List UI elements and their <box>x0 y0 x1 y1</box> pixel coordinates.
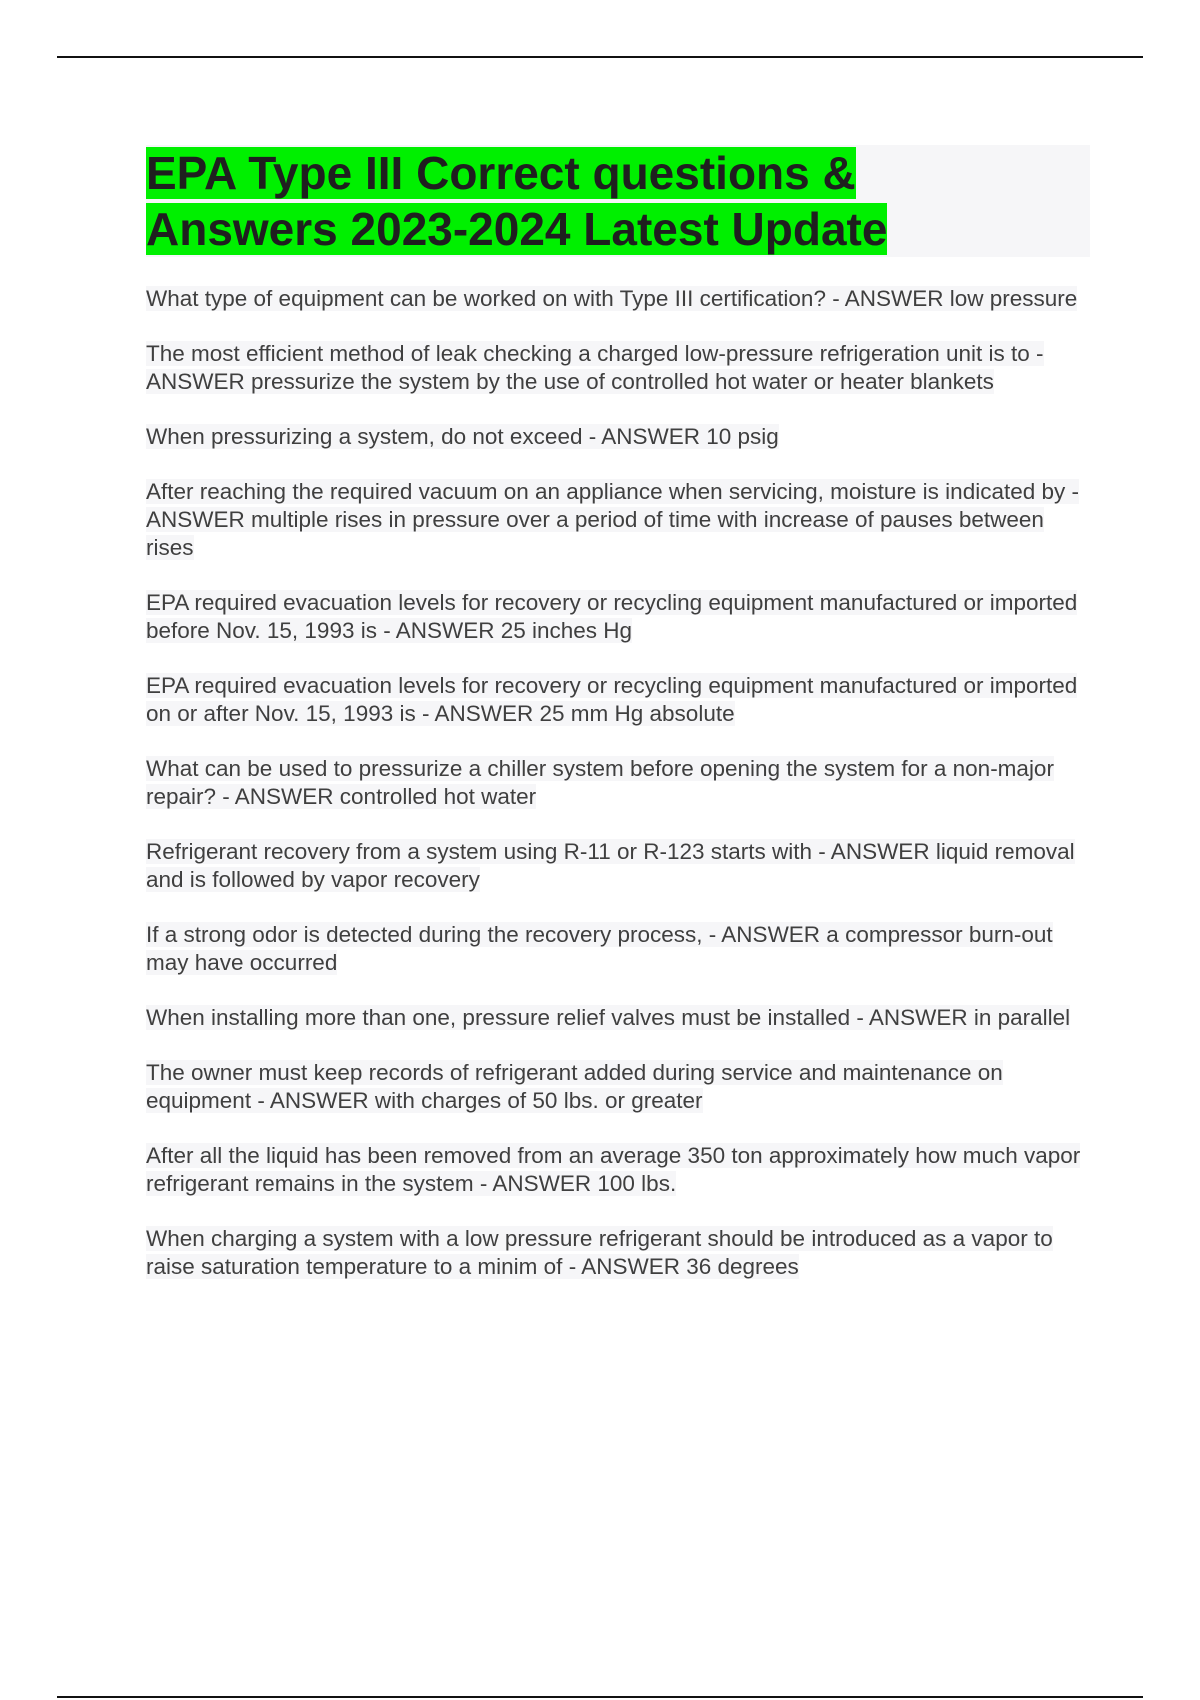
qa-text: Refrigerant recovery from a system using R-11 or R-123 starts with - ANSWER liquid removal and is followed by vapor recovery <box>146 839 1075 892</box>
qa-text: If a strong odor is detected during the recovery process, - ANSWER a compressor burn-out may have occurred <box>146 922 1053 975</box>
document-body <box>146 145 1090 1308</box>
qa-text: The most efficient method of leak checking a charged low-pressure refrigeration unit is to - ANSWER pressurize the system by the use of controlled hot water or heater blankets <box>146 341 1044 394</box>
qa-text: EPA required evacuation levels for recovery or recycling equipment manufactured or imported on or after Nov. 15, 1993 is - ANSWER 25 mm Hg absolute <box>146 673 1078 726</box>
qa-item-6 <box>146 672 1090 728</box>
qa-text: After reaching the required vacuum on an appliance when servicing, moisture is indicated by - ANSWER multiple rises in pressure over a period of time with increase of pauses between rises <box>146 479 1080 560</box>
page-title <box>146 145 1090 257</box>
qa-item-4 <box>146 478 1090 562</box>
qa-item-1 <box>146 285 1090 313</box>
qa-item-7 <box>146 755 1090 811</box>
qa-text: When charging a system with a low pressure refrigerant should be introduced as a vapor to raise saturation temperature to a minim of - ANSWER 36 degrees <box>146 1226 1053 1279</box>
qa-text: The owner must keep records of refrigerant added during service and maintenance on equipment - ANSWER with charges of 50 lbs. or greater <box>146 1060 1003 1113</box>
qa-text: When installing more than one, pressure relief valves must be installed - ANSWER in parallel <box>146 1005 1071 1030</box>
qa-text: What can be used to pressurize a chiller system before opening the system for a non-major repair? - ANSWER controlled hot water <box>146 756 1054 809</box>
qa-item-11 <box>146 1059 1090 1115</box>
qa-text: After all the liquid has been removed from an average 350 ton approximately how much vapor refrigerant remains in the system - ANSWER 100 lbs. <box>146 1143 1081 1196</box>
title-line-1: EPA Type III Correct questions & <box>146 147 856 199</box>
qa-item-10 <box>146 1004 1090 1032</box>
qa-text: EPA required evacuation levels for recovery or recycling equipment manufactured or imported before Nov. 15, 1993 is - ANSWER 25 inches Hg <box>146 590 1078 643</box>
title-block <box>146 145 1090 257</box>
qa-item-5 <box>146 589 1090 645</box>
title-line-2: Answers 2023-2024 Latest Update <box>146 203 888 255</box>
qa-item-8 <box>146 838 1090 894</box>
qa-item-9 <box>146 921 1090 977</box>
qa-item-13 <box>146 1225 1090 1281</box>
qa-item-3 <box>146 423 1090 451</box>
qa-item-12 <box>146 1142 1090 1198</box>
qa-list <box>146 285 1090 1281</box>
qa-item-2 <box>146 340 1090 396</box>
qa-text: When pressurizing a system, do not exceed - ANSWER 10 psig <box>146 424 779 449</box>
top-rule <box>57 56 1143 58</box>
bottom-rule <box>57 1696 1143 1698</box>
qa-text: What type of equipment can be worked on with Type III certification? - ANSWER low pressure <box>146 286 1078 311</box>
